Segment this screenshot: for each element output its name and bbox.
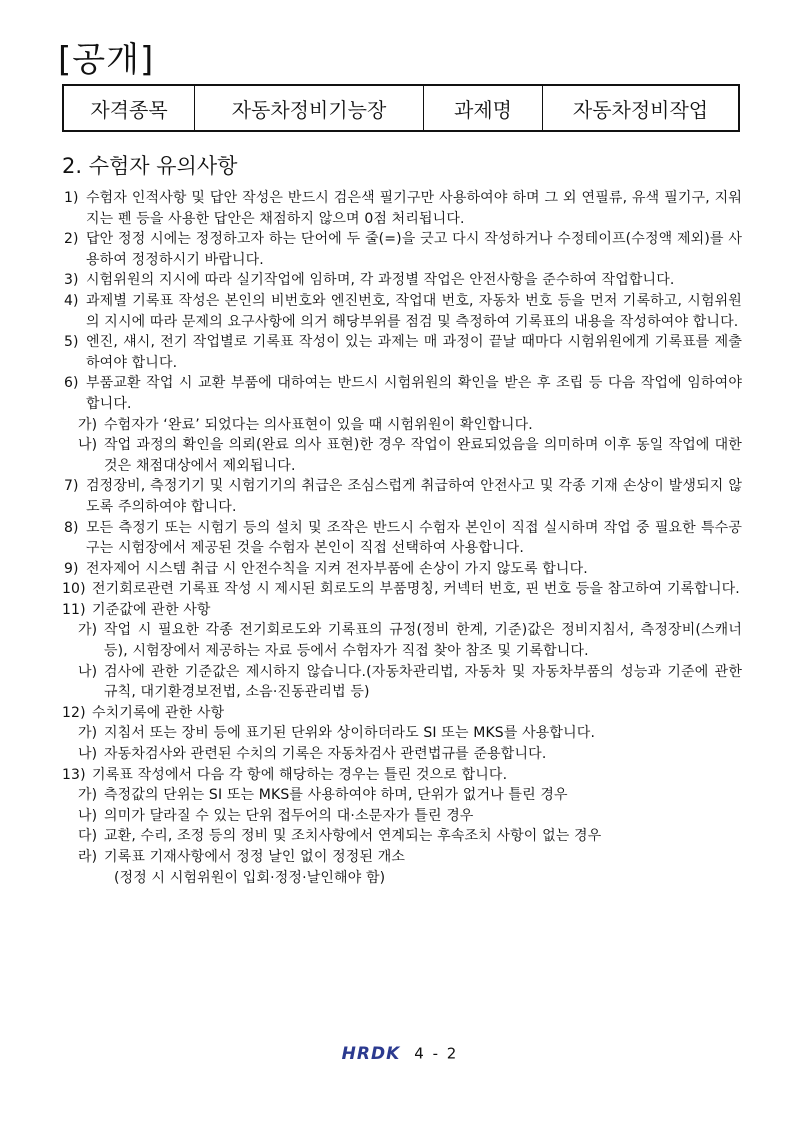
note-number: 1) xyxy=(64,190,79,206)
sub-note-text: 의미가 달라질 수 있는 단위 접두어의 대·소문자가 틀린 경우 xyxy=(104,807,474,824)
sub-note-mark: 나) xyxy=(78,437,98,454)
sub-note-mark: 나) xyxy=(78,746,98,763)
note-item xyxy=(62,188,742,229)
sub-note-mark: 가) xyxy=(78,787,98,804)
note-number: 7) xyxy=(64,478,79,495)
note-item xyxy=(62,270,742,291)
sub-note-item xyxy=(62,620,742,661)
sub-note-text: 작업 시 필요한 각종 전기회로도와 기록표의 규정(정비 한계, 기준)값은 정비지침서, 측정장비(스캐너 등), 시험장에서 제공하는 자료 등에서 수험자가 직접 찾아 참조 및 기록합니다. xyxy=(104,622,742,660)
sub-note-mark: 나) xyxy=(78,663,98,680)
sub-note-item xyxy=(62,806,742,827)
note-item xyxy=(62,703,742,724)
qualification-value: 자동차정비기능장 xyxy=(195,85,424,131)
note-text: 전기회로관련 기록표 작성 시 제시된 회로도의 부품명칭, 커넥터 번호, 핀 번호 등을 참고하여 기록합니다. xyxy=(92,581,740,598)
sub-note-mark: 가) xyxy=(78,622,98,639)
sub-note-item xyxy=(62,662,742,703)
note-number: 8) xyxy=(64,519,79,536)
note-item xyxy=(62,476,742,517)
note-item xyxy=(62,332,742,373)
sub-note-text: 교환, 수리, 조정 등의 정비 및 조치사항에서 연계되는 후속조치 사항이 없는 경우 xyxy=(104,828,602,845)
note-number: 5) xyxy=(64,334,79,351)
task-label: 과제명 xyxy=(424,85,543,131)
note-number: 12) xyxy=(62,704,86,721)
note-text: 부품교환 작업 시 교환 부품에 대하여는 반드시 시험위원의 확인을 받은 후 조립 등 다음 작업에 임하여야 합니다. xyxy=(86,375,742,412)
sub-note-text: 측정값의 단위는 SI 또는 MKS를 사용하여야 하며, 단위가 없거나 틀린 경우 xyxy=(104,787,568,804)
sub-note-text: 지침서 또는 장비 등에 표기된 단위와 상이하더라도 SI 또는 MKS를 사용합니다. xyxy=(104,725,596,742)
sub-note-mark: 가) xyxy=(78,416,98,433)
sub-note-mark: 가) xyxy=(78,725,98,742)
note-text: 검정장비, 측정기기 및 시험기기의 취급은 조심스럽게 취급하여 안전사고 및 각종 기재 손상이 발생되지 않도록 주의하여야 합니다. xyxy=(86,478,742,515)
note-number: 13) xyxy=(62,766,86,783)
sub-note-text: 자동차검사와 관련된 수치의 기록은 자동차검사 관련법규를 준용합니다. xyxy=(104,746,547,763)
note-text: 과제별 기록표 작성은 본인의 비번호와 엔진번호, 작업대 번호, 자동차 번호 등을 먼저 기록하고, 시험위원의 지시에 따라 문제의 요구사항에 의거 해당부위를 점검 및 측정하여 기록표의 내용을 작성하여야 합니다. xyxy=(86,292,742,330)
task-value: 자동차정비작업 xyxy=(543,85,740,131)
sub-note-item xyxy=(62,415,742,436)
note-text: 엔진, 섀시, 전기 작업별로 기록표 작성이 있는 과제는 매 과정이 끝날 때마다 시험위원에게 기록표를 제출하여야 합니다. xyxy=(86,334,742,371)
note-text: 수험자 인적사항 및 답안 작성은 반드시 검은색 필기구만 사용하여야 하며 그 외 연필류, 유색 필기구, 지워지는 펜 등을 사용한 답안은 채점하지 않으며 0점 처리됩니다. xyxy=(86,190,742,227)
note-item xyxy=(62,518,742,559)
note-item xyxy=(62,373,742,414)
sub-note-item xyxy=(62,826,742,847)
sub-note-item xyxy=(62,435,742,476)
sub-note-mark: 나) xyxy=(78,807,98,824)
disclosure-badge: [공개] xyxy=(58,40,155,80)
sub-note-text: 작업 과정의 확인을 의뢰(완료 의사 표현)한 경우 작업이 완료되었음을 의미하며 이후 동일 작업에 대한 것은 채점대상에서 제외됩니다. xyxy=(104,437,742,474)
note-number: 2) xyxy=(64,231,79,248)
sub-note-item xyxy=(62,847,742,868)
note-text: 시험위원의 지시에 따라 실기작업에 임하며, 각 과정별 작업은 안전사항을 준수하여 작업합니다. xyxy=(86,272,675,289)
sub-note-text: 기록표 기재사항에서 정정 날인 없이 정정된 개소 xyxy=(104,849,406,865)
note-text: 답안 정정 시에는 정정하고자 하는 단어에 두 줄(=)을 긋고 다시 작성하거나 수정테이프(수정액 제외)를 사용하여 정정하시기 바랍니다. xyxy=(86,231,742,268)
note-number: 10) xyxy=(62,581,86,598)
qualification-label: 자격종목 xyxy=(63,85,195,131)
note-text: 수치기록에 관한 사항 xyxy=(92,704,225,721)
sub-note-item xyxy=(62,744,742,765)
section-title: 2. 수험자 유의사항 xyxy=(62,154,238,178)
page-number: 4 - 2 xyxy=(414,1044,459,1063)
note-item xyxy=(62,765,742,786)
note-number: 9) xyxy=(64,560,79,577)
notes-list xyxy=(62,188,742,888)
note-number: 6) xyxy=(64,375,79,392)
sub-note-text: 검사에 관한 기준값은 제시하지 않습니다.(자동차관리법, 자동차 및 자동차부품의 성능과 기준에 관한 규칙, 대기환경보전법, 소음·진동관리법 등) xyxy=(104,663,742,701)
sub-note-item xyxy=(62,723,742,744)
note-text: 기준값에 관한 사항 xyxy=(92,601,211,618)
note-item xyxy=(62,579,742,600)
note-item xyxy=(62,291,742,332)
note-text: 전자제어 시스템 취급 시 안전수칙을 지켜 전자부품에 손상이 가지 않도록 합니다. xyxy=(86,560,588,577)
note-text: 기록표 작성에서 다음 각 항에 해당하는 경우는 틀린 것으로 합니다. xyxy=(92,766,508,783)
page-footer xyxy=(0,1043,800,1064)
note-number: 11) xyxy=(62,601,86,618)
sub-note-item xyxy=(62,785,742,806)
sub-note-mark: 라) xyxy=(78,849,98,865)
sub-note-mark: 다) xyxy=(78,828,98,845)
note-item xyxy=(62,229,742,270)
sub-note-text: 수험자가 ‘완료’ 되었다는 의사표현이 있을 때 시험위원이 확인합니다. xyxy=(104,416,533,433)
note-text: 모든 측정기 또는 시험기 등의 설치 및 조작은 반드시 수험자 본인이 직접 실시하며 작업 중 필요한 특수공구는 시험장에서 제공된 것을 수험자 본인이 직접 선택하여 사용합니다. xyxy=(86,519,742,557)
note-item xyxy=(62,600,742,621)
note-number: 4) xyxy=(64,292,79,309)
note-number: 3) xyxy=(64,272,79,289)
sub-note-remark: (정정 시 시험위원이 입회·정정·날인해야 함) xyxy=(114,869,386,886)
exam-info-table xyxy=(62,84,740,132)
hrdk-logo: HRDK xyxy=(341,1043,401,1064)
note-item xyxy=(62,559,742,580)
